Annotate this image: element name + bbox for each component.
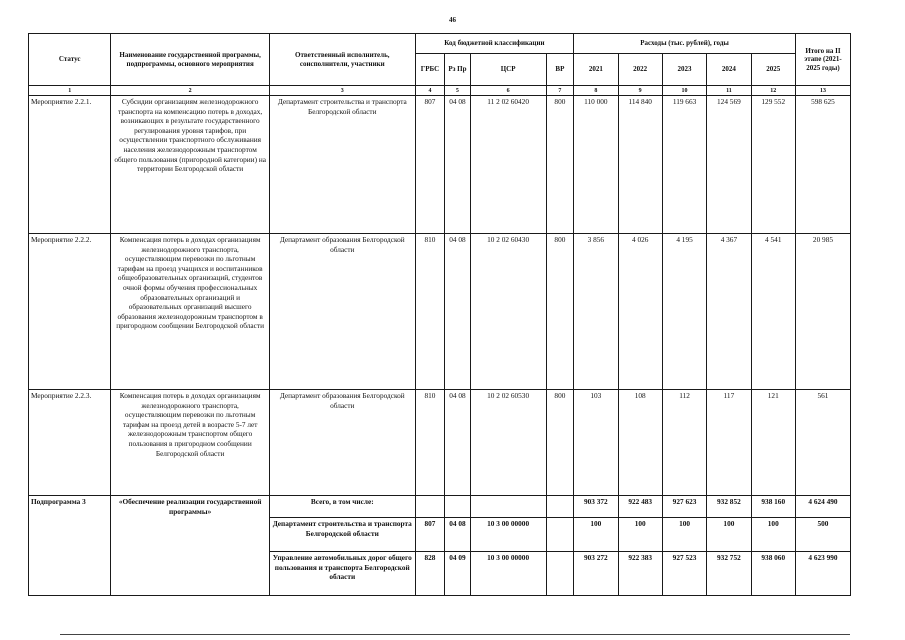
header-year: 2022 [618,54,662,86]
row-grbs: 810 [415,234,445,390]
subprogram-grbs [415,496,445,518]
row-y2023: 4 195 [662,234,706,390]
header-csr: ЦСР [470,54,546,86]
subprogram-y2023: 927 623 [662,496,706,518]
header-year: 2021 [574,54,618,86]
column-number: 11 [707,86,751,96]
subprogram-y2021: 903 272 [574,552,618,596]
row-rzpr: 04 08 [445,234,470,390]
row-grbs: 810 [415,390,445,496]
subprogram-vr [546,518,573,552]
bottom-scan-line [60,634,850,635]
subprogram-y2024: 100 [707,518,751,552]
subprogram-y2025: 938 160 [751,496,795,518]
subprogram-y2022: 100 [618,518,662,552]
subprogram-executor: Всего, в том числе: [269,496,415,518]
row-y2023: 112 [662,390,706,496]
row-status: Мероприятие 2.2.1. [29,96,111,234]
row-total: 20 985 [795,234,850,390]
row-y2024: 4 367 [707,234,751,390]
row-y2025: 4 541 [751,234,795,390]
column-number: 8 [574,86,618,96]
row-status: Мероприятие 2.2.2. [29,234,111,390]
row-y2022: 114 840 [618,96,662,234]
column-number: 7 [546,86,573,96]
table-row [29,96,851,234]
subprogram-rzpr: 04 08 [445,518,470,552]
row-executor: Департамент строительства и транспорта Белгородской области [269,96,415,234]
header-executor: Ответственный исполнитель, соисполнители, участники [269,34,415,86]
row-vr: 800 [546,234,573,390]
row-rzpr: 04 08 [445,96,470,234]
subprogram-grbs: 828 [415,552,445,596]
row-grbs: 807 [415,96,445,234]
subprogram-total: 4 624 490 [795,496,850,518]
row-y2024: 124 569 [707,96,751,234]
column-number: 6 [470,86,546,96]
row-executor: Департамент образования Белгородской области [269,234,415,390]
row-name: Компенсация потерь в доходах организациям железнодорожного транспорта, осуществляющим перевозки по льготным тарифам на проезд детей в возрасте 5-7 лет железнодорожным транспортом общего пользования в пригородном сообщении Белгородской области [111,390,269,496]
table-row [29,390,851,496]
row-status: Мероприятие 2.2.3. [29,390,111,496]
row-y2021: 110 000 [574,96,618,234]
row-vr: 800 [546,96,573,234]
column-number: 1 [29,86,111,96]
budget-table [28,33,851,596]
column-number: 3 [269,86,415,96]
row-total: 598 625 [795,96,850,234]
subprogram-executor: Департамент строительства и транспорта Белгородской области [269,518,415,552]
subprogram-total: 500 [795,518,850,552]
row-name: Субсидии организациям железнодорожного транспорта на компенсацию потерь в доходах, возникающих в результате государственного регулирования уровня тарифов, при осуществлении транспортного обслуживания населения железнодорожным транспортом общего пользования (пригородной категории) на территории Белгородской области [111,96,269,234]
header-year: 2023 [662,54,706,86]
row-csr: 11 2 02 60420 [470,96,546,234]
row-y2023: 119 663 [662,96,706,234]
subprogram-executor: Управление автомобильных дорог общего пользования и транспорта Белгородской области [269,552,415,596]
subprogram-y2021: 903 372 [574,496,618,518]
subprogram-y2025: 100 [751,518,795,552]
header-status: Статус [29,34,111,86]
header-rzpr: Рз Пр [445,54,470,86]
column-number: 5 [445,86,470,96]
header-grbs: ГРБС [415,54,445,86]
subprogram-vr [546,552,573,596]
subprogram-rzpr [445,496,470,518]
row-y2025: 129 552 [751,96,795,234]
column-number: 2 [111,86,269,96]
header-vr: ВР [546,54,573,86]
subprogram-csr: 10 3 00 00000 [470,518,546,552]
row-y2025: 121 [751,390,795,496]
subprogram-y2022: 922 483 [618,496,662,518]
subprogram-rzpr: 04 09 [445,552,470,596]
subprogram-y2024: 932 852 [707,496,751,518]
table-row [29,234,851,390]
subprogram-total: 4 623 990 [795,552,850,596]
row-y2021: 3 856 [574,234,618,390]
subprogram-csr: 10 3 00 00000 [470,552,546,596]
subprogram-status: Подпрограмма 3 [29,496,111,596]
subprogram-row [29,496,851,518]
subprogram-csr [470,496,546,518]
row-y2024: 117 [707,390,751,496]
row-y2022: 4 026 [618,234,662,390]
subprogram-y2023: 100 [662,518,706,552]
row-y2021: 103 [574,390,618,496]
subprogram-vr [546,496,573,518]
header-expenses: Расходы (тыс. рублей), годы [574,34,796,54]
column-number: 13 [795,86,850,96]
column-number: 10 [662,86,706,96]
subprogram-name: «Обеспечение реализации государственной программы» [111,496,269,596]
column-number: 9 [618,86,662,96]
subprogram-y2025: 938 060 [751,552,795,596]
row-vr: 800 [546,390,573,496]
row-csr: 10 2 02 60430 [470,234,546,390]
row-csr: 10 2 02 60530 [470,390,546,496]
column-numbers-row [29,86,851,96]
row-name: Компенсация потерь в доходах организациям железнодорожного транспорта, осуществляющим перевозки по льготным тарифам на проезд учащихся и воспитанников общеобразовательных организаций, студентов очной формы обучения профессиональных образовательных организаций и образовательных организаций высшего образования железнодорожным транспортом в пригородном сообщении Белгородской области [111,234,269,390]
row-total: 561 [795,390,850,496]
subprogram-grbs: 807 [415,518,445,552]
subprogram-y2023: 927 523 [662,552,706,596]
header-year: 2024 [707,54,751,86]
subprogram-y2022: 922 383 [618,552,662,596]
subprogram-y2021: 100 [574,518,618,552]
row-rzpr: 04 08 [445,390,470,496]
header-year: 2025 [751,54,795,86]
subprogram-y2024: 932 752 [707,552,751,596]
page-number: 46 [449,16,456,24]
column-number: 4 [415,86,445,96]
row-y2022: 108 [618,390,662,496]
row-executor: Департамент образования Белгородской области [269,390,415,496]
header-budget-code: Код бюджетной классификации [415,34,573,54]
column-number: 12 [751,86,795,96]
header-name: Наименование государственной программы, подпрограммы, основного мероприятия [111,34,269,86]
header-total: Итого на II этапе (2021-2025 годы) [795,34,850,86]
